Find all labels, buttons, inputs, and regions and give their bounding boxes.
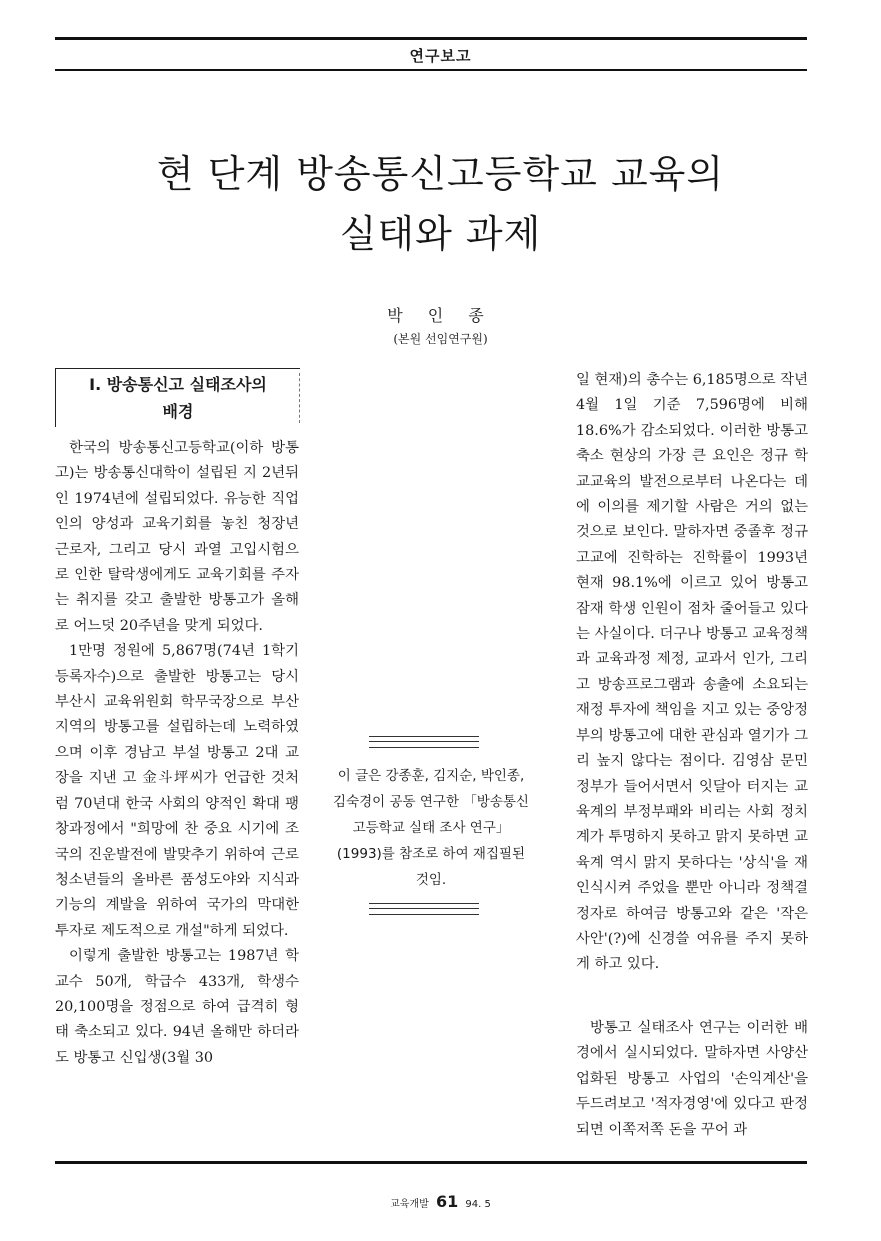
footnote-box: 이 글은 강종훈, 김지순, 박인종, 김숙경이 공동 연구한 「방송통신고등학교 실태 조사 연구」(1993)를 참조로 하여 재집필된 것임. [333,768,529,888]
page-footer [0,1192,881,1211]
body-paragraph: 이렇게 출발한 방통고는 1987년 학교수 50개, 학급수 433개, 학생수 20,100명을 정점으로 하여 급격히 형태 축소되고 있다. 94년 올해만 하더라도 방통고 신입생(3월 30 [55,948,299,1066]
right-column-lower [576,1016,808,1143]
article-title-line2: 실태와 과제 [339,212,542,256]
body-paragraph: 일 현재)의 총수는 6,185명으로 작년 4월 1일 기준 7,596명에 비해 18.6%가 감소되었다. 이러한 방통고 축소 현상의 가장 큰 요인은 정규 학교교육의 발전으로부터 나온다는 데에 이의를 제기할 사람은 거의 없는 것으로 보인다. 말하자면 중졸후 정규 고교에 진학하는 진학률이 1993년 현재 98.1%에 이르고 있어 방통고 잠재 학생 인원이 점차 줄어들고 있다는 사실이다. 더구나 방통고 교육정책과 교육과정 제정, 교과서 인가, 그리고 방송프로그램과 송출에 소요되는 재정 투자에 책임을 지고 있는 중앙정부의 방통고에 대한 관심과 열기가 그리 높지 않다는 점이다. 김영삼 문민정부가 들어서면서 잇달아 터지는 교육계의 부정부패와 비리는 사회 정치계가 투명하지 못하고 맑지 못하면 교육계 역시 맑지 못하다는 '상식'을 재인식시켜 주었을 뿐만 아니라 정책결정자로 하여금 방통고와 같은 '작은 사안'(?)에 신경쓸 여유를 주지 못하게 하고 있다. [576,372,808,973]
section-heading-line1: Ⅰ. 방송통신고 실태조사의 [89,375,267,394]
article-title-line1: 현 단계 방송통신고등학교 교육의 [156,152,725,196]
journal-name: 교육개발 [390,1199,429,1210]
top-rule [55,37,807,40]
section-heading-line2: 배경 [162,402,194,421]
right-column [576,368,808,978]
bottom-rule [55,1161,807,1164]
left-column [55,436,299,1071]
issue-date: 94. 5 [465,1199,491,1210]
section-heading-box [55,368,300,427]
page-number: 61 [435,1192,459,1211]
body-paragraph: 1만명 정원에 5,867명(74년 1학기 등록자수)으로 출발한 방통고는 당시 부산시 교육위원회 학무국장으로 부산지역의 방통고를 설립하는데 노력하였으며 이후 경남고 부설 방통고 2대 교장을 지낸 고 金斗坪씨가 언급한 것처럼 70년대 한국 사회의 양적인 확대 팽창과정에서 "희망에 찬 중요 시기에 조국의 진운발전에 발맞추기 위하여 근로청소년들의 올바른 품성도야와 지식과 기능의 계발을 위하여 국가의 막대한 투자로 제도적으로 개설"하게 되었다. [55,643,299,939]
heading-box-edge [298,373,300,423]
body-paragraph: 한국의 방송통신고등학교(이하 방통고)는 방송통신대학이 설립된 지 2년뒤인 1974년에 설립되었다. 유능한 직업인의 양성과 교육기회를 놓친 청장년 근로자, 그리고 당시 과열 고입시험으로 인한 탈락생에게도 교육기회를 주자는 취지를 갖고 출발한 방통고가 올해로 어느덧 20주년을 맞게 되었다. [55,440,299,634]
note-top-rule [369,736,479,748]
note-bottom-rule [369,903,479,915]
author-affiliation: (본원 선임연구원) [393,332,488,346]
author-name: 박 인 종 [387,306,494,325]
section-label: 연구보고 [409,47,472,65]
body-paragraph: 방통고 실태조사 연구는 이러한 배경에서 실시되었다. 말하자면 사양산업화된 방통고 사업의 '손익계산'을 두드려보고 '적자경영'에 있다고 판정되면 이쪽저쪽 돈을 꾸어 과 [576,1020,808,1138]
header-underline [55,69,807,71]
